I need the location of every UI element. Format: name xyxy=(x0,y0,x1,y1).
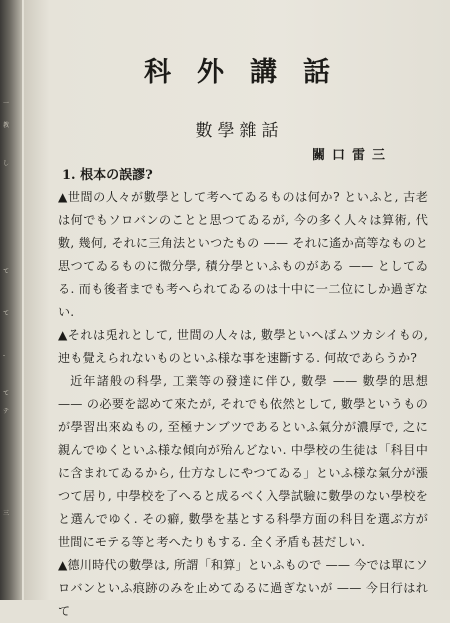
book-page xyxy=(24,0,450,618)
gutter-mark: - xyxy=(3,352,6,359)
gutter-mark: て xyxy=(3,310,10,317)
author-name: 關口雷三 xyxy=(311,148,392,163)
gutter-mark: し xyxy=(3,160,10,167)
paragraph: 近年諸般の科學, 工業等の發達に伴ひ, 數學 —— 數學的思想 —— の必要を認めて來たが, それでも依然として, 數學というものが學習出來ぬもの, 至極ナンブツであるといふ氣分が濃厚で, 之に親んでゆくといふ様な傾向が殆んどない. 中學校の生徒は「科目中に含まれてゐるから, 仕方なしにやつてゐる」といふ様な氣分が漲つて居り, 中學校を了へると成るべく入學試驗に數學のない學校をと選んでゆく. その癖, 數學を基とする科學方面の科目を選ぶ方が世間にモテる等と考へたりもする. 全く矛盾も甚だしい. xyxy=(58,374,428,549)
gutter-mark: 一 xyxy=(3,100,10,107)
gutter-mark: て xyxy=(3,390,10,397)
paragraph: ▲德川時代の數學は, 所謂「和算」といふもので —— 今では單にソロバンといふ痕跡のみを止めてゐるに過ぎないが —— 今日行はれて xyxy=(58,558,428,618)
section-title: 科外講話 xyxy=(144,57,356,88)
gutter-mark: て xyxy=(3,268,10,275)
page-gutter xyxy=(0,0,22,600)
article-title: 數學雜話 xyxy=(195,121,284,141)
gutter-mark: 教 xyxy=(3,122,10,129)
gutter-mark: 三 xyxy=(3,510,10,517)
article-body xyxy=(58,186,428,623)
subsection-heading: 1. 根本の誤謬? xyxy=(62,168,153,183)
paragraph: ▲世間の人々が數學として考へてゐるものは何か? といふと, 古老は何でもソロバンのことと思つてゐるが, 今の多く人々は算術, 代數, 幾何, それに三角法といつたもの —— それに遙か高等なものと思つてゐるものに微分學, 積分學といふものがある —— としてゐる. 而も後者までも考へられてゐるのは十中に一二位にしか過ぎない. xyxy=(58,190,428,319)
gutter-mark: テ xyxy=(3,408,10,415)
paragraph: ▲それは兎れとして, 世間の人々は, 數學といへばムツカシイもの, 迚も覺えられないものといふ様な事を速斷する. 何故であらうか? xyxy=(58,328,428,365)
